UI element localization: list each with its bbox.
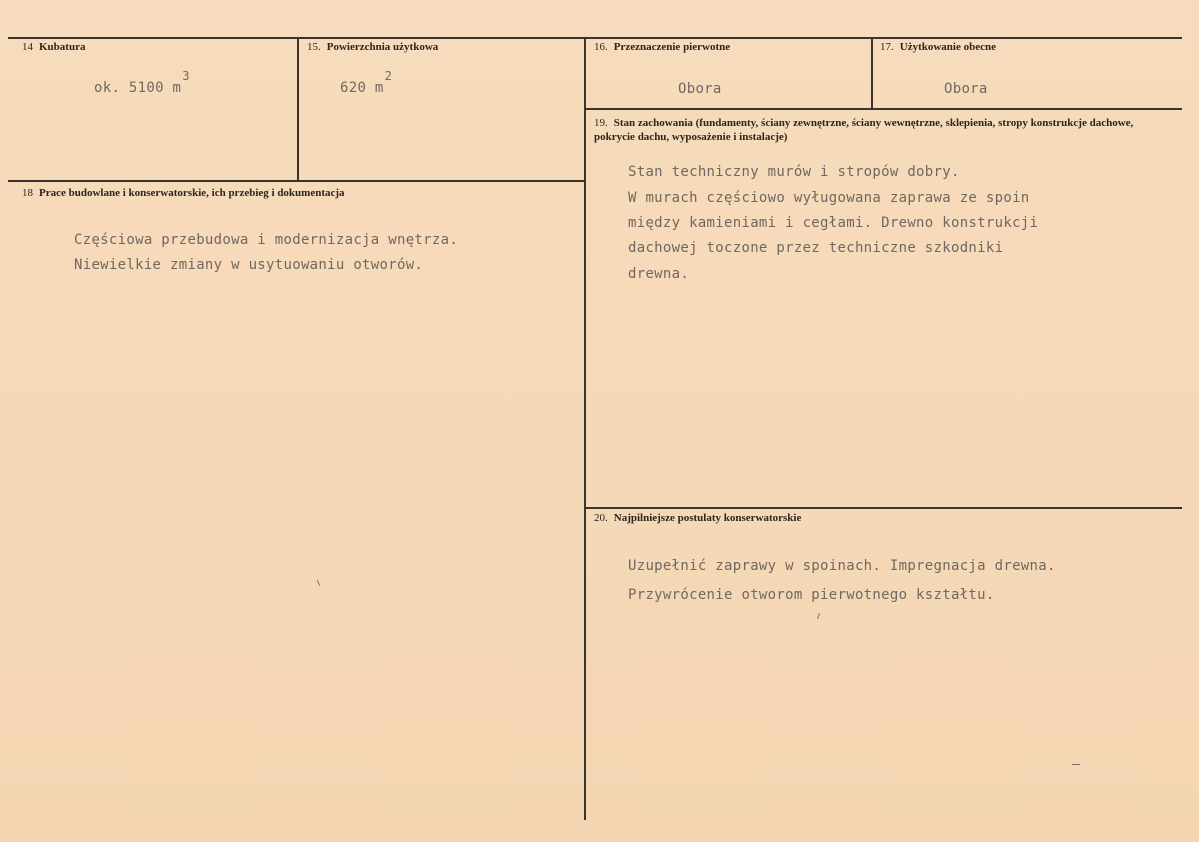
field-17-value: Obora xyxy=(944,81,988,97)
field-19-line-5: drewna. xyxy=(628,266,690,282)
paper-speck xyxy=(1072,764,1080,765)
field-14-label xyxy=(22,40,85,54)
field-14-title: Kubatura xyxy=(39,41,86,53)
field-20-line-1: Uzupełnić zaprawy w spoinach. Impregnacja drewna. xyxy=(628,558,1056,574)
field-17-number: 17. xyxy=(880,41,894,53)
paper-speck xyxy=(817,613,820,619)
paper-speck xyxy=(317,580,320,586)
field-15-number: 15. xyxy=(307,41,321,53)
field-15-title: Powierzchnia użytkowa xyxy=(326,41,439,53)
field-16-number: 16. xyxy=(594,41,608,53)
center-divider xyxy=(584,37,586,820)
field-19-label xyxy=(594,116,1174,144)
rule-below-16-17 xyxy=(585,108,1182,110)
field-18-line-2: Niewielkie zmiany w usytuowaniu otworów. xyxy=(74,257,424,273)
field-15-label xyxy=(307,40,438,54)
field-19-line-4: dachowej toczone przez techniczne szkodniki xyxy=(628,240,1004,256)
field-18-number: 18 xyxy=(22,187,33,199)
rule-below-14-15 xyxy=(8,180,585,182)
field-17-label xyxy=(880,40,996,54)
field-16-value: Obora xyxy=(678,81,722,97)
cubature-exponent: 3 xyxy=(182,69,190,83)
field-20-title: Najpilniejsze postulaty konserwatorskie xyxy=(613,512,802,524)
field-18-line-1: Częściowa przebudowa i modernizacja wnętrza. xyxy=(74,232,459,248)
field-19-line-1: Stan techniczny murów i stropów dobry. xyxy=(628,164,960,180)
field-16-label xyxy=(594,40,730,54)
field-17-title: Użytkowanie obecne xyxy=(899,41,996,53)
area-exponent: 2 xyxy=(384,69,393,83)
field-18-label xyxy=(22,186,345,200)
area-value: 620 m xyxy=(340,80,384,96)
rule-below-19 xyxy=(585,507,1182,509)
top-rule xyxy=(8,37,1182,39)
field-19-title: Stan zachowania (fundamenty, ściany zewnętrzne, ściany wewnętrzne, sklepienia, stropy konstrukcje dachowe, pokrycie dachu, wyposażenie i instalacje) xyxy=(594,117,1134,143)
field-14-number: 14 xyxy=(22,41,33,53)
divider-16-17 xyxy=(871,37,873,109)
field-20-label xyxy=(594,511,801,525)
field-19-number: 19. xyxy=(594,117,608,129)
field-20-line-2: Przywrócenie otworom pierwotnego kształtu. xyxy=(628,587,995,603)
field-18-title: Prace budowlane i konserwatorskie, ich przebieg i dokumentacja xyxy=(39,187,345,199)
field-19-line-2: W murach częściowo wyługowana zaprawa ze spoin xyxy=(628,190,1030,206)
cubature-value: ok. 5100 m xyxy=(94,80,182,96)
divider-14-15 xyxy=(297,37,299,180)
field-19-line-3: między kamieniami i cegłami. Drewno konstrukcji xyxy=(628,215,1039,231)
field-15-value xyxy=(340,69,393,96)
field-16-title: Przeznaczenie pierwotne xyxy=(613,41,731,53)
field-14-value xyxy=(94,69,190,96)
field-20-number: 20. xyxy=(594,512,608,524)
